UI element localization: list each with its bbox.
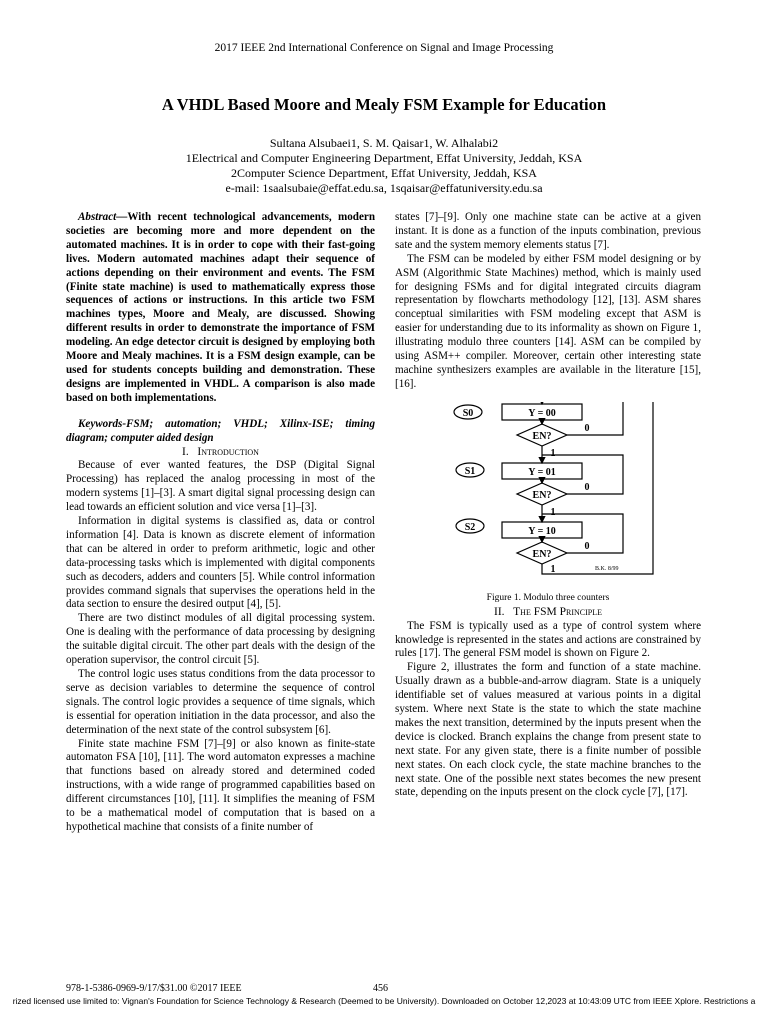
output-label: Y = 10 — [528, 525, 556, 537]
asm-flowchart — [395, 402, 701, 592]
abstract-lead: Abstract— — [78, 211, 128, 223]
state-label-s0: S0 — [462, 407, 474, 419]
author-block — [0, 136, 768, 196]
page-number: 456 — [373, 983, 388, 994]
paragraph: Finite state machine FSM [7]–[9] or also known as finite-state automaton FSA [10], [11]. The word automaton expresses a machine that functions based on already stored and determined coded instructions, with a wide range of programmed capabilities based on different circumstances [10], [11]. It simplifies the meaning of FSM to be a mathematical model of computation that is based on a hypothetical machine that consists of a finite number of — [66, 737, 375, 833]
conference-header: 2017 IEEE 2nd International Conference on Signal and Image Processing — [214, 42, 554, 54]
license-notice: rized licensed use limited to: Vignan's Foundation for Science Technology & Research (Deemed to be University). Downloaded on October 12,2023 at 10:43:09 UTC from IEEE Xplore. Restrictions a — [12, 996, 756, 1006]
left-column — [66, 211, 375, 835]
paragraph: Figure 2, illustrates the form and function of a state machine. Usually drawn as a bubble-and-arrow diagram. State is a uniquely identifiable set of values measured at various points in a digital system. Where next State is the state to which the state machine makes the next transition, determined by the inputs present when the device is clocked. Branch explains the change from present state to next state. For any given state, there is a finite number of possible next states. On each clock cycle, the state machine branches to the next state. One of the possible next states becomes the new present state, depending on the inputs present on the clock cycle [7], [17]. — [395, 661, 701, 799]
footer-isbn: 978-1-5386-0969-9/17/$31.00 ©2017 IEEE — [66, 983, 242, 994]
output-label: Y = 01 — [528, 466, 556, 478]
abstract — [66, 211, 375, 406]
section-title: The FSM Principle — [513, 605, 603, 618]
section-heading-fsm-principle — [395, 606, 701, 620]
branch-one-label: 1 — [550, 506, 556, 518]
branch-zero-label: 0 — [584, 481, 590, 493]
decision-label: EN? — [532, 548, 552, 560]
paper-title: A VHDL Based Moore and Mealy FSM Example for Education — [161, 95, 607, 114]
branch-zero-label: 0 — [584, 422, 590, 434]
paragraph: Because of ever wanted features, the DSP (Digital Signal Processing) has replaced the analog processing in most of the modern systems [1]–[3]. A smart digital signal processing design can lead towards an efficient solution and vice versa [1]–[3]. — [66, 459, 375, 514]
decision-label: EN? — [532, 430, 552, 442]
section-title: Introduction — [197, 445, 259, 458]
right-column — [395, 211, 701, 800]
state-label-s2: S2 — [464, 521, 476, 533]
decision-label: EN? — [532, 489, 552, 501]
affiliation-1: 1Electrical and Computer Engineering Department, Effat University, Jeddah, KSA — [185, 151, 583, 165]
paragraph: The control logic uses status conditions from the data processor to serve as decision variables to determine the sequence of control signals. The control logic provides a sequence of time signals, which is essential for operation initiation in the data processor, and also the determination of the next state of the control subsystem [6]. — [66, 668, 375, 736]
affiliation-2: 2Computer Science Department, Effat University, Jeddah, KSA — [231, 166, 537, 180]
section-heading-introduction — [66, 446, 375, 460]
paragraph: Information in digital systems is classified as, data or control information [4]. Data is known as discrete element of information that can be altered in order to preform arithmetic, logic and other data-processing tasks which is implemented with digital components such as decoders, adders and counters [5]. While control information provides command signals that supervises the operations held in the data section to ensure the desired output [4], [5]. — [66, 515, 375, 611]
branch-one-label: 1 — [550, 447, 556, 459]
section-number: II. — [493, 605, 505, 618]
output-label: Y = 00 — [528, 407, 556, 419]
author-emails: e-mail: 1saalsubaie@effat.edu.sa, 1sqaisar@effatuniversity.edu.sa — [225, 181, 543, 195]
paragraph: states [7]–[9]. Only one machine state can be active at a given instant. It is done as a function of the inputs combination, previous sate and the system memory elements status [7]. — [395, 211, 701, 251]
author-names: Sultana Alsubaei1, S. M. Qaisar1, W. Alhalabi2 — [269, 136, 499, 150]
abstract-text: With recent technological advancements, modern societies are becoming more and more dependent on the automated machines. It is in order to cope with their fast-going lives. Modern automated machines adapt their sequence of actions depending on their environment and events. The FSM (Finite state machine) is used to mathematically express those sequences of actions or instructions. In this article two FSM machines types, Moore and Mealy, are discussed. Showing different results in order to demonstrate the importance of FSM modeling. An edge detector circuit is designed by employing both Moore and Mealy machines. It is a FSM design example, can be used for students concepts building and demonstration. These designs are implemented in VHDL. A comparison is also made based on both implementations. — [66, 211, 375, 404]
figure-1 — [395, 402, 701, 592]
branch-one-label: 1 — [550, 563, 556, 575]
paragraph: There are two distinct modules of all digital processing system. One is dealing with the performance of data processing by designing the suitable digital circuit. The other part deals with the design of the operation supervisor, the control circuit [5]. — [66, 612, 375, 667]
figure-caption: Figure 1. Modulo three counters — [486, 592, 610, 603]
branch-zero-label: 0 — [584, 540, 590, 552]
keywords: Keywords-FSM; automation; VHDL; Xilinx-ISE; timing diagram; computer aided design — [66, 417, 375, 444]
figure-mark: B.K. 8/99 — [595, 565, 619, 572]
state-label-s1: S1 — [464, 465, 476, 477]
section-number: I. — [182, 445, 189, 458]
paragraph: The FSM is typically used as a type of control system where knowledge is represented in the states and actions are constrained by rules [17]. The general FSM model is shown on Figure 2. — [395, 619, 701, 660]
paragraph: The FSM can be modeled by either FSM model designing or by ASM (Algorithmic State Machines) method, which is mainly used for designing FSMs and for digital integrated circuits diagram representation by flowcharts methodology [12], [13]. ASM shares conceptual similarities with FSM modeling except that ASM is easier for understanding due to its informality as shown on Figure 1, illustrating modulo three counters [14]. ASM can be compiled by using ASM++ compiler. Moreover, certain other interesting state machine synthesizers examples are available in the literature [15], [16]. — [395, 252, 701, 390]
